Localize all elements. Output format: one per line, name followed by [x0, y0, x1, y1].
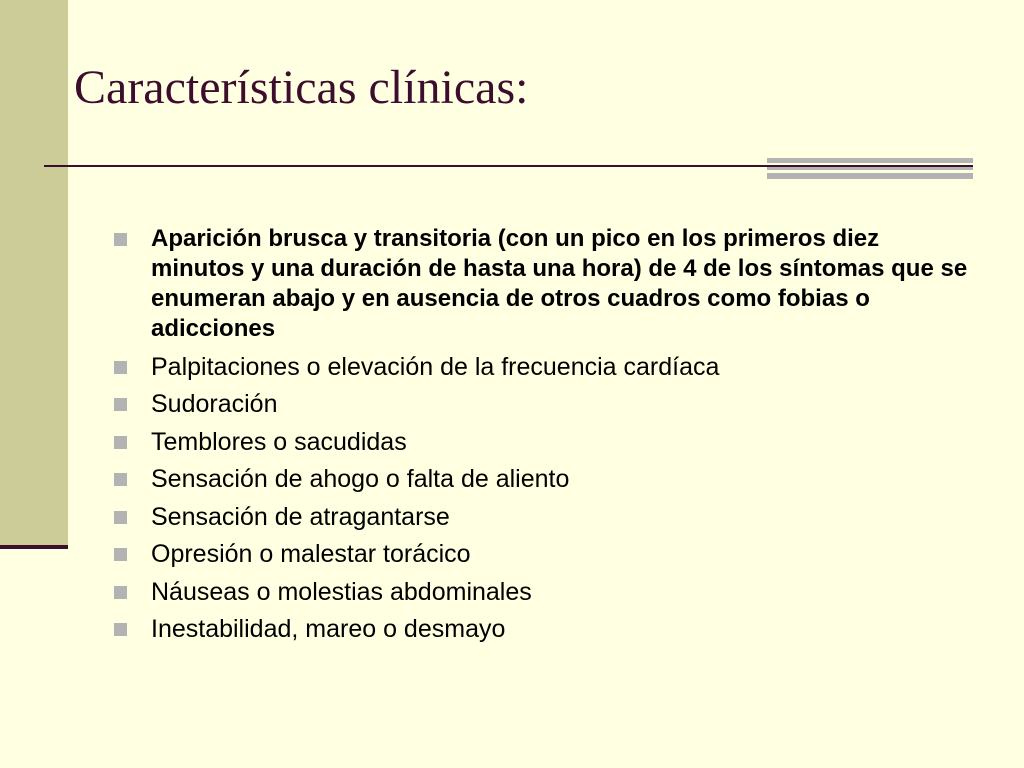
square-bullet-icon: [114, 623, 127, 636]
bullet-item-choking: [112, 502, 972, 532]
square-bullet-icon: [114, 473, 127, 486]
bullet-item-palpitations: [112, 352, 972, 382]
left-band-underline: [0, 545, 68, 549]
square-bullet-icon: [114, 436, 127, 449]
bullet-text: Sudoración: [151, 390, 278, 418]
bullet-text: Sensación de ahogo o falta de aliento: [151, 465, 570, 493]
square-bullet-icon: [114, 586, 127, 599]
bullet-text: Palpitaciones o elevación de la frecuencia cardíaca: [151, 352, 720, 381]
title-divider-accent: [767, 158, 973, 179]
square-bullet-icon: [114, 233, 127, 246]
left-decorative-band: [0, 0, 68, 546]
square-bullet-icon: [114, 511, 127, 524]
bullet-item-dizziness: [112, 614, 972, 644]
bullet-item-shortness-of-breath: [112, 464, 972, 494]
bullet-item-onset: [112, 224, 972, 344]
bullet-list: [112, 224, 972, 652]
square-bullet-icon: [114, 361, 127, 374]
bullet-item-nausea: [112, 577, 972, 607]
bullet-text: Sensación de atragantarse: [151, 502, 450, 531]
square-bullet-icon: [114, 398, 127, 411]
square-bullet-icon: [114, 548, 127, 561]
bullet-text: Aparición brusca y transitoria (con un pico en los primeros diez minutos y una duración de hasta una hora) de 4 de los síntomas que se enumeran abajo y en ausencia de otros cuadros como fobias o adicciones: [151, 225, 968, 342]
bullet-text: Opresión o malestar torácico: [151, 540, 471, 568]
bullet-item-chest-discomfort: [112, 539, 972, 569]
bullet-text: Temblores o sacudidas: [151, 427, 407, 456]
bullet-text: Náuseas o molestias abdominales: [151, 577, 532, 606]
bullet-text: Inestabilidad, mareo o desmayo: [151, 615, 506, 643]
bullet-item-tremors: [112, 427, 972, 457]
bullet-item-sweating: [112, 389, 972, 419]
slide-title: Características clínicas:: [74, 61, 529, 114]
